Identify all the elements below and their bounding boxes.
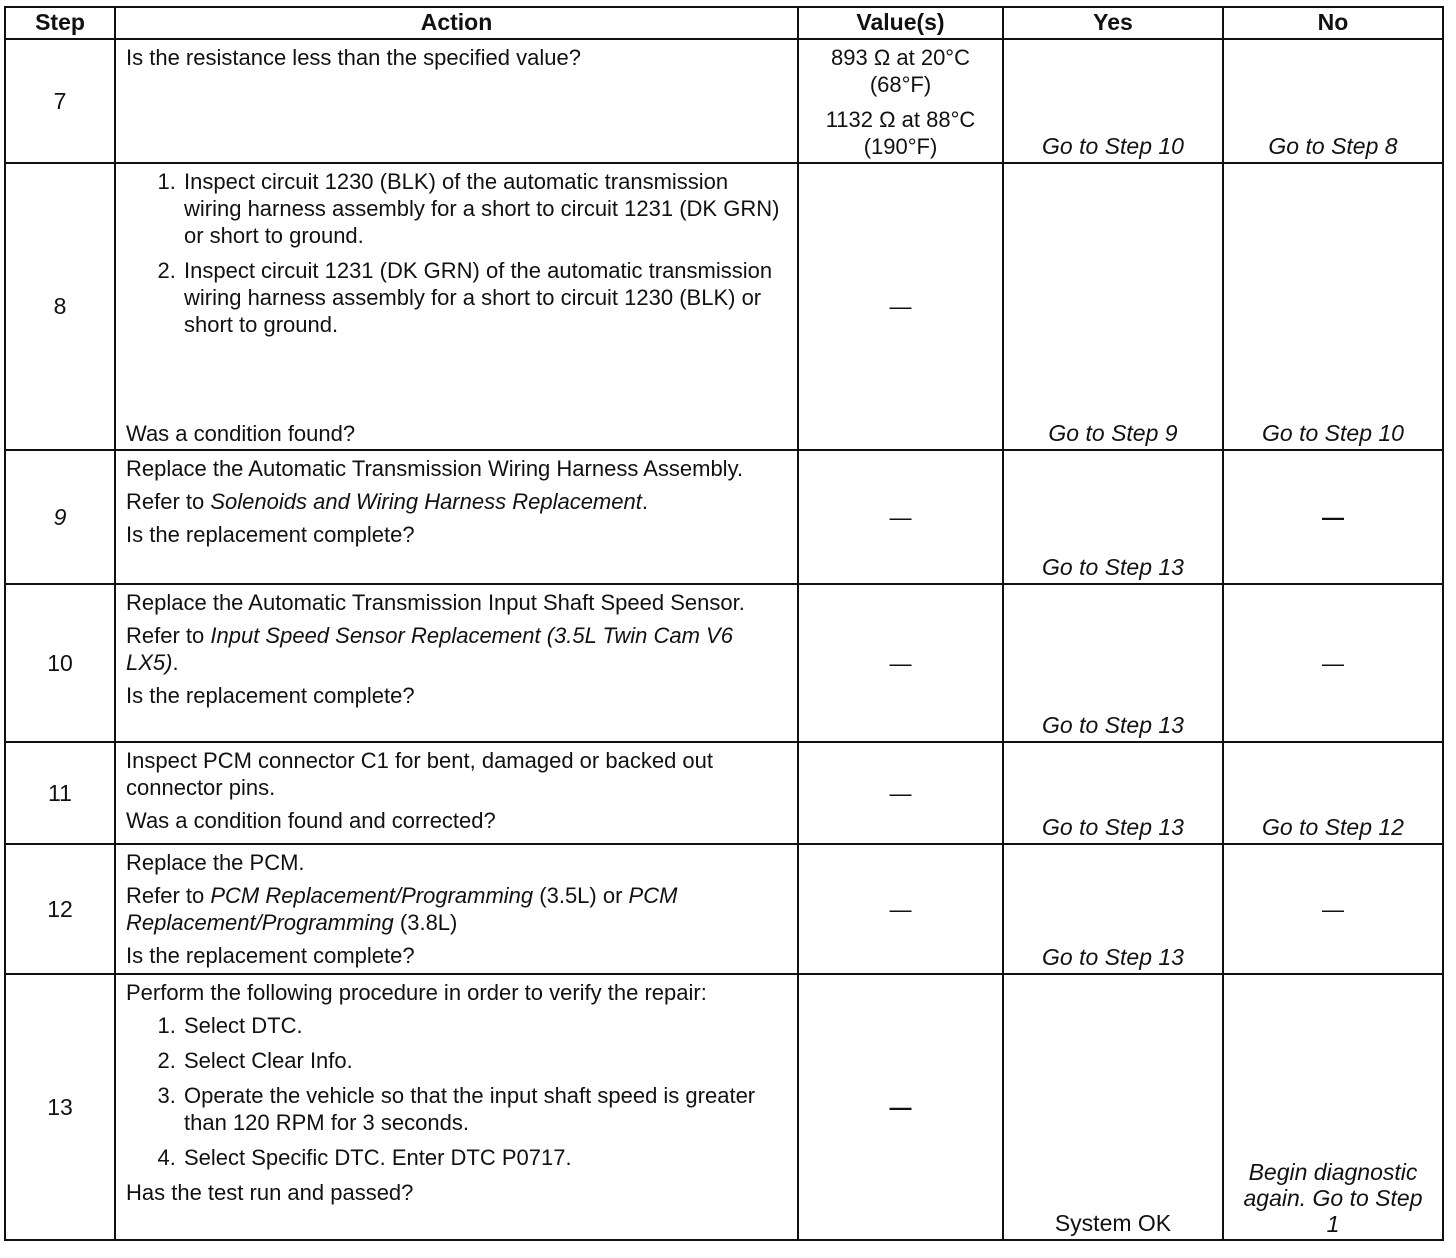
- step-number: 13: [5, 974, 115, 1240]
- step-number: 7: [5, 39, 115, 163]
- values-cell: —: [798, 584, 1003, 742]
- yes-cell: Go to Step 13: [1003, 584, 1223, 742]
- table-row-step-9: [5, 450, 1443, 584]
- no-cell: Go to Step 10: [1223, 163, 1443, 450]
- refer-suffix: (3.8L): [393, 910, 458, 935]
- diagnostic-table: [4, 6, 1444, 1241]
- list-item: 2. Select Clear Info.: [182, 1047, 787, 1074]
- action-text: Replace the PCM.: [126, 850, 305, 875]
- refer-link-text: PCM Replacement/Programming: [210, 883, 534, 908]
- action-refer: [126, 488, 787, 515]
- action-text: Perform the following procedure in order to verify the repair:: [126, 980, 707, 1005]
- refer-prefix: Refer to: [126, 623, 211, 648]
- list-item: 2. Inspect circuit 1231 (DK GRN) of the automatic transmission wiring harness assembly for a short to circuit 1230 (BLK) or short to ground.: [182, 257, 787, 338]
- refer-prefix: Refer to: [126, 489, 211, 514]
- refer-middle: (3.5L) or: [533, 883, 629, 908]
- step-number: 12: [5, 844, 115, 974]
- table-row-step-10: [5, 584, 1443, 742]
- action-cell: [115, 844, 798, 974]
- value-line: (190°F): [863, 134, 938, 159]
- table-row-step-12: [5, 844, 1443, 974]
- values-cell: —: [798, 742, 1003, 844]
- values-cell: [798, 39, 1003, 163]
- header-action: Action: [115, 7, 798, 39]
- yes-cell: Go to Step 10: [1003, 39, 1223, 163]
- list-item: 1. Inspect circuit 1230 (BLK) of the automatic transmission wiring harness assembly for a short to circuit 1231 (DK GRN) or short to ground.: [182, 168, 787, 249]
- value-line: 893 Ω at 20°C: [831, 45, 970, 70]
- refer-link-text: Solenoids and Wiring Harness Replacement: [210, 489, 642, 514]
- no-cell: Go to Step 12: [1223, 742, 1443, 844]
- action-cell: [115, 584, 798, 742]
- no-cell: Go to Step 8: [1223, 39, 1443, 163]
- refer-link-text: Input Speed Sensor Replacement (3.5L Twin Cam V6 LX5): [126, 623, 733, 675]
- yes-cell: Go to Step 13: [1003, 844, 1223, 974]
- action-refer: [126, 882, 787, 936]
- list-item: 4. Select Specific DTC. Enter DTC P0717.: [182, 1144, 787, 1171]
- refer-suffix: .: [172, 650, 179, 675]
- refer-link-text: PCM Replacement/Programming: [126, 883, 678, 935]
- table-row-step-11: [5, 742, 1443, 844]
- list-item: 1. Select DTC.: [182, 1012, 787, 1039]
- header-step: Step: [5, 7, 115, 39]
- no-cell: —: [1223, 584, 1443, 742]
- no-cell: Begin diagnostic again. Go to Step 1: [1223, 974, 1443, 1240]
- action-cell: [115, 742, 798, 844]
- yes-cell: Go to Step 13: [1003, 742, 1223, 844]
- list-item: 3. Operate the vehicle so that the input shaft speed is greater than 120 RPM for 3 seconds.: [182, 1082, 787, 1136]
- value-line: (68°F): [869, 72, 932, 97]
- no-cell: —: [1223, 450, 1443, 584]
- values-cell: —: [798, 163, 1003, 450]
- table-row-step-8: [5, 163, 1443, 450]
- value-line: 1132 Ω at 88°C: [825, 107, 976, 132]
- action-question: Is the replacement complete?: [126, 522, 415, 547]
- values-cell: —: [798, 974, 1003, 1240]
- action-cell: [115, 163, 798, 450]
- values-cell: —: [798, 844, 1003, 974]
- yes-cell: Go to Step 9: [1003, 163, 1223, 450]
- yes-cell: System OK: [1003, 974, 1223, 1240]
- header-values: Value(s): [798, 7, 1003, 39]
- action-question: Was a condition found?: [126, 421, 356, 446]
- action-cell: [115, 450, 798, 584]
- refer-suffix: .: [641, 489, 648, 514]
- step-number: 9: [5, 450, 115, 584]
- action-question: Is the replacement complete?: [126, 943, 415, 968]
- values-cell: —: [798, 450, 1003, 584]
- table-row-step-7: [5, 39, 1443, 163]
- action-cell: [115, 974, 798, 1240]
- refer-prefix: Refer to: [126, 883, 211, 908]
- action-question: Is the resistance less than the specified value?: [126, 45, 581, 70]
- step-number: 11: [5, 742, 115, 844]
- table-row-step-13: [5, 974, 1443, 1240]
- action-question: Has the test run and passed?: [126, 1180, 414, 1205]
- yes-cell: Go to Step 13: [1003, 450, 1223, 584]
- step-number: 10: [5, 584, 115, 742]
- action-cell: [115, 39, 798, 163]
- no-cell: —: [1223, 844, 1443, 974]
- header-yes: Yes: [1003, 7, 1223, 39]
- step-number: 8: [5, 163, 115, 450]
- action-question: Was a condition found and corrected?: [126, 808, 496, 833]
- action-refer: [126, 622, 787, 676]
- header-no: No: [1223, 7, 1443, 39]
- action-text: Inspect PCM connector C1 for bent, damaged or backed out connector pins.: [126, 748, 713, 800]
- table-header-row: [5, 7, 1443, 39]
- action-text: Replace the Automatic Transmission Wiring Harness Assembly.: [126, 456, 744, 481]
- action-question: Is the replacement complete?: [126, 683, 415, 708]
- action-text: Replace the Automatic Transmission Input Shaft Speed Sensor.: [126, 590, 745, 615]
